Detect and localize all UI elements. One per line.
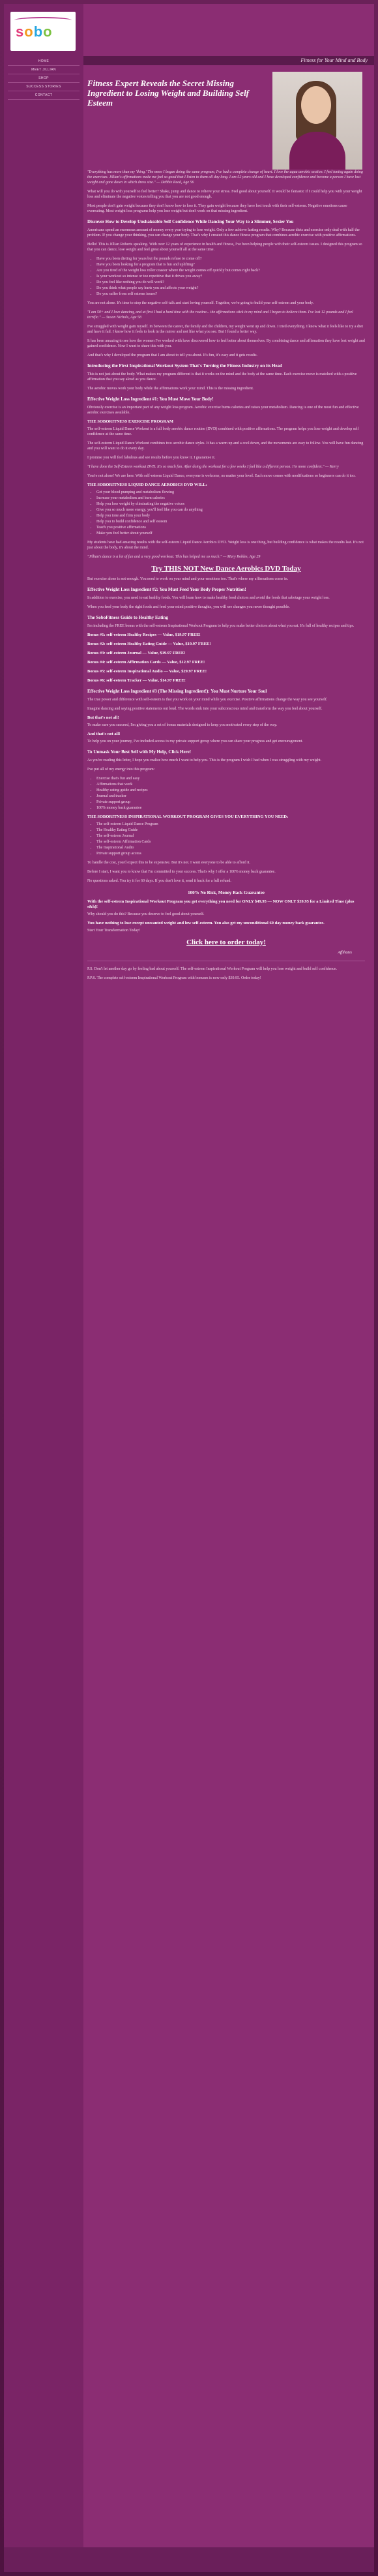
body-paragraph: When you feed your body the right foods and feed your mind positive thoughts, you will see changes you never thought possible. — [87, 605, 290, 609]
footer — [4, 2547, 374, 2572]
list-item: • Do you think what people say hurts you and affects your weight? — [96, 286, 365, 291]
bullet-list — [96, 776, 365, 811]
section-heading: Effective Weight Loss Ingredient #1: You Must Move Your Body! — [87, 397, 214, 402]
body-paragraph: You're not alone! We are here. With self-esteem Liquid Dance, everyone is welcome, no matter your level. Each move comes with modifications so beginners can do it too. — [87, 474, 356, 478]
body-paragraph: And that's not all! — [87, 732, 121, 736]
hero-title: Fitness Expert Reveals the Secret Missing Ingredient to Losing Weight and Building Self Esteem — [87, 78, 250, 108]
body-paragraph: My students have had amazing results with the self-esteem Liquid Dance Aerobics DVD. Weight loss is one thing, but building confidence is what makes the results last. It's not just about the body, it's about the mind. — [87, 541, 364, 550]
order-cta-link[interactable]: Click here to order today! — [186, 938, 266, 946]
nav-shop[interactable]: SHOP — [8, 74, 80, 83]
list-item: • Is your workout so intense or too repetitive that it drives you away? — [96, 274, 365, 279]
section-heading: Effective Weight Loss Ingredient #3 (The Missing Ingredient!): You Must Nurture Your Soul — [87, 689, 267, 694]
page-shell — [4, 4, 374, 2572]
list-item: • Private support group access — [96, 851, 365, 856]
price-paragraph: With the self-esteem Inspirational Workout Program you get everything you need for ONLY $49.95 — NOW ONLY $39.95 for a Limited Time (plus s&h)! — [87, 899, 355, 909]
intro-paragraph: Most people don't gain weight because they don't know how to lose it. They gain weight because they have lost touch with their self-esteem. Negative emotions cause overeating. Most weight loss programs help you lose weight but don't work on that missing ingredient. — [87, 204, 347, 213]
body-paragraph: I'm including the FREE bonus with the self-esteem Inspirational Workout Program to help you make better choices about what you eat. It's full of healthy recipes and tips. — [87, 624, 355, 628]
bullet-list — [96, 490, 365, 536]
list-item: • Do you feel like nothing you do will work? — [96, 280, 365, 285]
nav-meet-jillian[interactable]: MEET JILLIAN — [8, 66, 80, 74]
intro-paragraph: What will you do with yourself to feel better? Shake, jump and dance to relieve your stress. Feel good about yourself. It would be fantastic if I could help you with your weight loss and eliminate the negative voices telling you that you are not good enough. — [87, 190, 362, 199]
list-item: • Exercise that's fun and easy — [96, 776, 365, 781]
intro-paragraph: And that's why I developed the program that I am about to tell you about. It's fun, it's easy and it gets results. — [87, 353, 258, 357]
testimonial-quote: "Jillian's dance is a lot of fun and a very good workout. This has helped me so much." — Mary Robles, Age 29 — [87, 555, 261, 559]
nav-home[interactable]: HOME — [8, 57, 80, 66]
body-paragraph: But that's not all! — [87, 715, 119, 720]
bonus-item: Bonus #3: self-esteem Journal — Value, $19.97 FREE! — [87, 651, 186, 655]
intro-paragraph: Hello! This is Jillian Roberts speaking. With over 12 years of experience in health and fitness, I've been helping people with their self-esteem issues. I designed this program so that you can dance, lose weight and feel great about yourself all at the same time. — [87, 243, 362, 252]
body-paragraph: The true power and difference with self-esteem is that you work on your mind while you exercise. Positive affirmations change the way you see yourself. — [87, 698, 328, 702]
program-heading: THE SOBORITNESS LIQUID DANCE AEROBICS DVD WILL: — [87, 483, 207, 487]
body-paragraph: But exercise alone is not enough. You need to work on your mind and your emotions too. That's where my affirmations come in. — [87, 577, 289, 581]
body-paragraph: The self-esteem Liquid Dance Workout is a full body aerobic dance routine (DVD) combined with positive affirmations. The program helps you lose weight and develop self confidence at the same time. — [87, 427, 359, 436]
cta-link[interactable]: Try THIS NOT New Dance Aerobics DVD Today — [151, 565, 301, 573]
list-item: • The self-esteem Affirmation Cards — [96, 839, 365, 845]
bonus-item: Bonus #1: self-esteem Healthy Recipes — Value, $19.97 FREE! — [87, 633, 201, 637]
program-heading: THE SOBORITNESS INSPIRATIONAL WORKOUT PROGRAM GIVES YOU EVERYTHING YOU NEED: — [87, 815, 289, 819]
hero — [87, 72, 365, 170]
bonus-item: Bonus #4: self-esteem Affirmation Cards — Value, $12.97 FREE! — [87, 660, 205, 665]
intro-paragraph: I've struggled with weight gain myself. In between the career, the family and the children, my weight went up and down. I tried everything. I know what it feels like to try a diet and have it fail. I know how it feels to look in the mirror and not like what you see. But I found a better way. — [87, 325, 364, 334]
postscript: P.P.S. The complete self-esteem Inspirational Workout Program with bonuses is now only $39.95. Order today! — [87, 976, 261, 980]
nav-contact[interactable]: CONTACT — [8, 91, 80, 100]
list-item: • Healthy eating guide and recipes — [96, 788, 365, 793]
section-heading: Effective Weight Loss Ingredient #2: You Must Feed Your Body Proper Nutrition! — [87, 587, 246, 592]
list-item: • Increase your metabolism and burn calories — [96, 496, 365, 501]
body-paragraph: The aerobic moves work your body while the affirmations work your mind. This is the missing ingredient. — [87, 387, 254, 391]
order-heading[interactable]: To Unmask Your Best Self with My Help, Click Here! — [87, 749, 192, 755]
list-item: • Make you feel better about yourself — [96, 531, 365, 536]
program-heading: THE SOBORITNESS EXERCISE PROGRAM — [87, 419, 174, 424]
body-paragraph: No questions asked. You try it for 60 days. If you don't love it, send it back for a full refund. — [87, 879, 231, 883]
body-paragraph: Why should you do this? Because you deserve to feel good about yourself. — [87, 912, 205, 916]
bullet-list — [96, 256, 365, 297]
body-paragraph: Imagine dancing and saying positive statements out loud. The words sink into your subconscious mind and transform the way you feel about yourself. — [87, 707, 323, 711]
bullet-list — [96, 822, 365, 856]
logo[interactable] — [10, 12, 76, 51]
list-item: • Do you suffer from self esteem issues? — [96, 292, 365, 297]
body-paragraph: To help you on your journey, I've included access to my private support group where you can share your progress and get encouragement. — [87, 740, 303, 743]
list-item: • 100% money back guarantee — [96, 805, 365, 811]
body-paragraph: Before I start, I want you to know that I'm committed to your success. That's why I offer a 100% money back guarantee. — [87, 870, 276, 874]
nav-success-stories[interactable]: SUCCESS STORIES — [8, 83, 80, 91]
bonus-item: Bonus #6: self-esteem Tracker — Value, $14.97 FREE! — [87, 678, 186, 683]
body-paragraph: In addition to exercise, you need to eat healthy foods. You will learn how to make healthy food choices and avoid the foods that sabotage your weight loss. — [87, 596, 330, 600]
body-paragraph: The self-esteem Liquid Dance Workout combines two aerobic dance styles. It has a warm up and a cool down, and the movements are easy to follow. You will have fun dancing and you will want to do it every day. — [87, 442, 364, 451]
list-item: • Help you to build confidence and self esteem — [96, 519, 365, 524]
list-item: • Give you so much more energy, you'll feel like you can do anything — [96, 507, 365, 513]
body-paragraph: To handle the cost, you'd expect this to be expensive. But it's not. I want everyone to be able to afford it. — [87, 861, 251, 865]
list-item: • Help you tone and firm your body — [96, 513, 365, 518]
body-paragraph: You have nothing to lose except unwanted weight and low self-esteem. You also get my unconditional 60 day money back guarantee. — [87, 921, 325, 925]
list-item: • Journal and tracker — [96, 794, 365, 799]
photo-face — [301, 86, 331, 124]
section-heading: The SoboFitness Guide to Healthy Eating — [87, 615, 168, 620]
body-paragraph: I've put all of my energy into this program: — [87, 768, 155, 771]
sidebar-nav — [4, 57, 83, 100]
body-paragraph: I promise you will feel fabulous and see results before you know it. I guarantee it. — [87, 456, 216, 460]
site-tagline: Fitness for Your Mind and Body — [300, 57, 368, 63]
list-item: • Private support group — [96, 800, 365, 805]
list-item: • Get your blood pumping and metabolism flowing — [96, 490, 365, 495]
list-item: • Help you lose weight by eliminating the negative voices — [96, 502, 365, 507]
main-content — [87, 72, 365, 2550]
list-item: • Are you tired of the weight loss roller coaster where the weight comes off quickly but comes right back? — [96, 268, 365, 273]
testimonial-quote: "I have done the Self-Esteem workout DVD. It's so much fun. After doing the workout for a few weeks I feel like a different person. I'm more confident." — Kerry — [87, 465, 339, 469]
list-item: • Have you been dieting for years but the pounds refuse to come off? — [96, 256, 365, 262]
testimonial-quote: "Everything has more than my 'thing.' The more I began doing the same program, I've had a complete change of heart. I love the aqua aerobic section. I feel toning again doing the exercises. Jillian's affirmations make me feel so good that I listen to them all day long. I am 52 years old and I have developed confidence and become a person I have lost weight and gone down in which dress size." — Debbie Reed, Age 56 — [87, 170, 363, 185]
guarantee-heading: 100% No Risk, Money Back Guarantee — [188, 890, 265, 895]
list-item: • Teach you positive affirmations — [96, 525, 365, 530]
list-item: • The Inspirational Audio — [96, 845, 365, 850]
logo-mark: sobo — [16, 23, 53, 40]
section-heading: Discover How to Develop Unshakeable Self Confidence While Dancing Your Way to a Slimmer, Sexier You — [87, 219, 294, 224]
intro-paragraph: It has been amazing to see how the women I've worked with have discovered how to feel better about themselves. By combining dance and affirmation they have lost weight and gained confidence. Now I want to share this with you. — [87, 339, 365, 348]
bonus-item: Bonus #2: self-esteem Healthy Eating Guide — Value, $19.97 FREE! — [87, 642, 211, 646]
list-item: • Affirmations that work — [96, 782, 365, 787]
body-paragraph: Obviously exercise is an important part of any weight loss program. Aerobic exercise burns calories and raises your metabolism. Dancing is one of the most fun and effective aerobic exercises available. — [87, 406, 359, 415]
body-paragraph: To make sure you succeed, I'm giving you a set of bonus materials designed to keep you motivated every step of the way. — [87, 723, 278, 727]
list-item: • Have you been looking for a program that is fun and uplifting? — [96, 262, 365, 267]
author-photo — [272, 72, 362, 170]
list-item: • The self-esteem Liquid Dance Program — [96, 822, 365, 827]
signoff: Affiliates — [338, 951, 352, 955]
logo-swoosh — [14, 17, 72, 23]
body-paragraph: As you're reading this letter, I hope you realize how much I want to help you. This is the program I wish I had when I was struggling with my weight. — [87, 758, 322, 762]
list-item: • The self-esteem Journal — [96, 833, 365, 839]
testimonial-quote: "I am 50+ and I love dancing, and at first I had a hard time with the routine... the affirmations stick in my mind and I began to believe them. I've lost 12 pounds and I feel terrific." — Susan Nichols, Age 58 — [87, 310, 353, 320]
sidebar — [4, 4, 83, 2572]
header-strip — [83, 56, 374, 65]
bonus-item: Bonus #5: self-esteem Inspirational Audio — Value, $29.97 FREE! — [87, 669, 207, 674]
body-paragraph: Start Your Transformation Today! — [87, 929, 141, 933]
intro-paragraph: You are not alone. It's time to stop the negative self-talk and start loving yourself. Together, we're going to build your self-esteem and your body. — [87, 301, 314, 305]
intro-paragraph: Americans spend an enormous amount of money every year trying to lose weight. Only a few achieve lasting results. Why? Because diets and exercise only deal with half the problem. If you change your thinking, you can change your body. That's why I created this dance fitness program that combines aerobic exercise with positive affirmations. — [87, 228, 360, 237]
list-item: • The Healthy Eating Guide — [96, 828, 365, 833]
postscript: P.S. Don't let another day go by feeling bad about yourself. The self-esteem Inspirational Workout Program will help you lose weight and build self confidence. — [87, 967, 337, 971]
section-heading: Introducing the First Inspirational Workout System That's Turning the Fitness Industry on its Head — [87, 363, 282, 368]
body-paragraph: This is not just about the body. What makes my program different is that it works on the mind and the body at the same time. Each exercise move is matched with a positive affirmation that you say aloud as you dance. — [87, 372, 357, 382]
